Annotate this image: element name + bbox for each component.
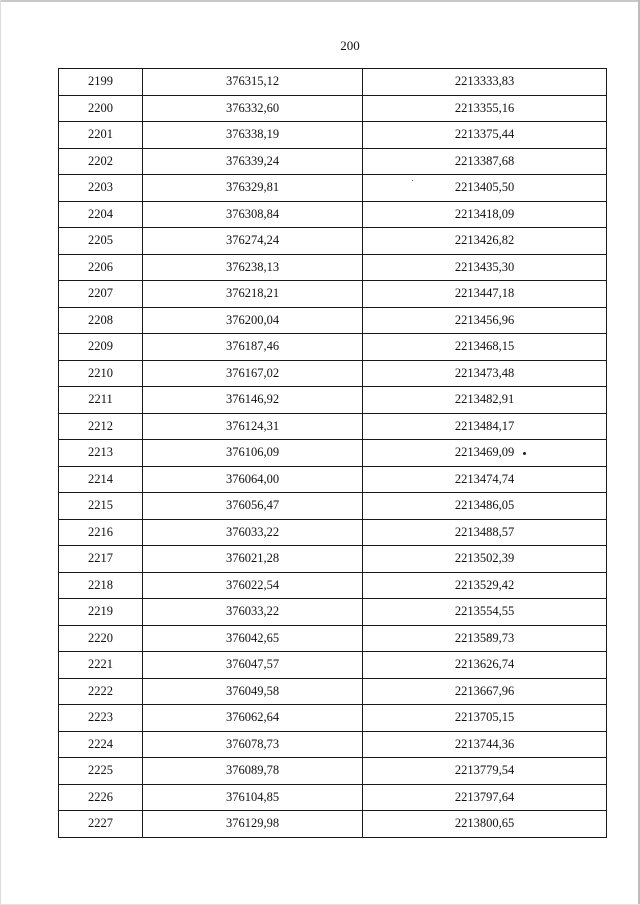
y-coordinate-cell: 2213456,96 [363, 307, 607, 334]
point-number-cell: 2211 [59, 387, 143, 414]
y-coordinate-cell: 2213375,44 [363, 122, 607, 149]
x-coordinate-cell: 376238,13 [143, 254, 363, 281]
table-row [59, 228, 607, 255]
table-row [59, 281, 607, 308]
y-coordinate-cell: 2213418,09 [363, 201, 607, 228]
table-row [59, 784, 607, 811]
table-row [59, 519, 607, 546]
scan-edge-left [0, 0, 1, 905]
page-number: 200 [340, 38, 360, 53]
table-row [59, 731, 607, 758]
point-number-cell: 2214 [59, 466, 143, 493]
table-row [59, 493, 607, 520]
point-number-cell: 2209 [59, 334, 143, 361]
table-row [59, 201, 607, 228]
point-number-cell: 2226 [59, 784, 143, 811]
x-coordinate-cell: 376047,57 [143, 652, 363, 679]
x-coordinate-cell: 376021,28 [143, 546, 363, 573]
point-number-cell: 2217 [59, 546, 143, 573]
x-coordinate-cell: 376104,85 [143, 784, 363, 811]
table-row [59, 758, 607, 785]
point-number-cell: 2201 [59, 122, 143, 149]
y-coordinate-cell: 2213529,42 [363, 572, 607, 599]
point-number-cell: 2216 [59, 519, 143, 546]
point-number-cell: 2227 [59, 811, 143, 838]
y-coordinate-cell: 2213405,50 [363, 175, 607, 202]
table-row [59, 678, 607, 705]
table-row [59, 334, 607, 361]
x-coordinate-cell: 376033,22 [143, 519, 363, 546]
point-number-cell: 2213 [59, 440, 143, 467]
table-row [59, 546, 607, 573]
x-coordinate-cell: 376064,00 [143, 466, 363, 493]
table-row [59, 95, 607, 122]
y-coordinate-cell: 2213468,15 [363, 334, 607, 361]
y-coordinate-cell: 2213333,83 [363, 69, 607, 96]
x-coordinate-cell: 376338,19 [143, 122, 363, 149]
x-coordinate-cell: 376062,64 [143, 705, 363, 732]
y-coordinate-cell: 2213484,17 [363, 413, 607, 440]
x-coordinate-cell: 376329,81 [143, 175, 363, 202]
y-coordinate-cell: 2213435,30 [363, 254, 607, 281]
point-number-cell: 2206 [59, 254, 143, 281]
table-row [59, 307, 607, 334]
table-row [59, 599, 607, 626]
x-coordinate-cell: 376274,24 [143, 228, 363, 255]
table-row [59, 387, 607, 414]
x-coordinate-cell: 376315,12 [143, 69, 363, 96]
x-coordinate-cell: 376106,09 [143, 440, 363, 467]
point-number-cell: 2221 [59, 652, 143, 679]
point-number-cell: 2205 [59, 228, 143, 255]
x-coordinate-cell: 376200,04 [143, 307, 363, 334]
x-coordinate-cell: 376146,92 [143, 387, 363, 414]
table-row [59, 466, 607, 493]
x-coordinate-cell: 376042,65 [143, 625, 363, 652]
point-number-cell: 2208 [59, 307, 143, 334]
table-row [59, 360, 607, 387]
y-coordinate-cell: 2213667,96 [363, 678, 607, 705]
y-coordinate-cell: 2213482,91 [363, 387, 607, 414]
table-row [59, 254, 607, 281]
y-coordinate-cell: 2213626,74 [363, 652, 607, 679]
point-number-cell: 2218 [59, 572, 143, 599]
y-coordinate-cell: 2213502,39 [363, 546, 607, 573]
table-row [59, 572, 607, 599]
x-coordinate-cell: 376124,31 [143, 413, 363, 440]
y-coordinate-cell: 2213426,82 [363, 228, 607, 255]
point-number-cell: 2223 [59, 705, 143, 732]
y-coordinate-cell: 2213447,18 [363, 281, 607, 308]
point-number-cell: 2215 [59, 493, 143, 520]
y-coordinate-cell: 2213554,55 [363, 599, 607, 626]
point-number-cell: 2220 [59, 625, 143, 652]
scan-speck [523, 452, 526, 455]
y-coordinate-cell: 2213469,09 [363, 440, 607, 467]
point-number-cell: 2204 [59, 201, 143, 228]
x-coordinate-cell: 376078,73 [143, 731, 363, 758]
y-coordinate-cell: 2213355,16 [363, 95, 607, 122]
table-row [59, 175, 607, 202]
point-number-cell: 2202 [59, 148, 143, 175]
x-coordinate-cell: 376339,24 [143, 148, 363, 175]
x-coordinate-cell: 376022,54 [143, 572, 363, 599]
y-coordinate-cell: 2213589,73 [363, 625, 607, 652]
y-coordinate-cell: 2213744,36 [363, 731, 607, 758]
x-coordinate-cell: 376332,60 [143, 95, 363, 122]
table-row [59, 625, 607, 652]
point-number-cell: 2203 [59, 175, 143, 202]
x-coordinate-cell: 376089,78 [143, 758, 363, 785]
table-row [59, 69, 607, 96]
y-coordinate-cell: 2213800,65 [363, 811, 607, 838]
point-number-cell: 2219 [59, 599, 143, 626]
y-coordinate-cell: 2213797,64 [363, 784, 607, 811]
y-coordinate-cell: 2213486,05 [363, 493, 607, 520]
point-number-cell: 2200 [59, 95, 143, 122]
x-coordinate-cell: 376033,22 [143, 599, 363, 626]
y-coordinate-cell: 2213387,68 [363, 148, 607, 175]
y-coordinate-cell: 2213488,57 [363, 519, 607, 546]
point-number-cell: 2222 [59, 678, 143, 705]
point-number-cell: 2207 [59, 281, 143, 308]
x-coordinate-cell: 376167,02 [143, 360, 363, 387]
point-number-cell: 2212 [59, 413, 143, 440]
point-number-cell: 2224 [59, 731, 143, 758]
x-coordinate-cell: 376049,58 [143, 678, 363, 705]
scan-speck [412, 180, 413, 181]
y-coordinate-cell: 2213779,54 [363, 758, 607, 785]
y-coordinate-cell: 2213473,48 [363, 360, 607, 387]
point-number-cell: 2199 [59, 69, 143, 96]
x-coordinate-cell: 376218,21 [143, 281, 363, 308]
point-number-cell: 2210 [59, 360, 143, 387]
table-row [59, 148, 607, 175]
x-coordinate-cell: 376056,47 [143, 493, 363, 520]
table-row [59, 122, 607, 149]
table-row [59, 652, 607, 679]
point-number-cell: 2225 [59, 758, 143, 785]
x-coordinate-cell: 376187,46 [143, 334, 363, 361]
x-coordinate-cell: 376308,84 [143, 201, 363, 228]
table-row [59, 705, 607, 732]
scan-edge-top [0, 0, 640, 2]
x-coordinate-cell: 376129,98 [143, 811, 363, 838]
table-row [59, 413, 607, 440]
y-coordinate-cell: 2213705,15 [363, 705, 607, 732]
y-coordinate-cell: 2213474,74 [363, 466, 607, 493]
table-row [59, 811, 607, 838]
